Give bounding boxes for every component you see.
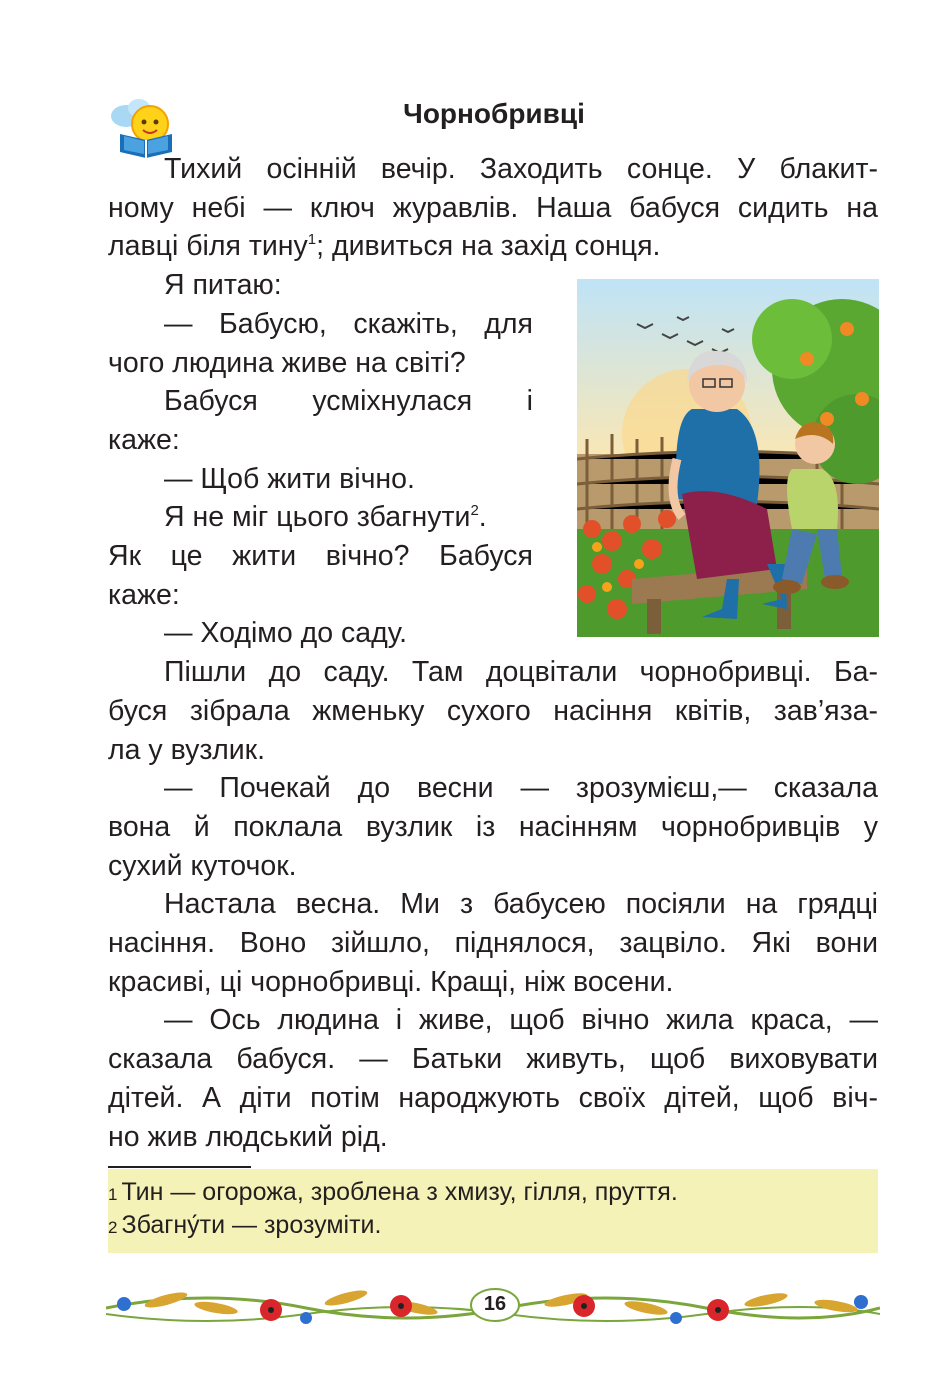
footnote-number: 1 — [108, 1185, 118, 1204]
text-line — [108, 498, 533, 536]
text-line-content: . — [478, 501, 487, 534]
text-line-content: Настала весна. Ми з бабусею посіяли на грядці — [164, 888, 878, 921]
footnote-marker: 1 — [307, 231, 317, 249]
text-line — [108, 692, 878, 730]
text-line — [108, 1118, 878, 1156]
footnote-marker: 2 — [470, 502, 479, 520]
text-line — [108, 769, 878, 807]
text-line — [108, 537, 533, 575]
grandmother-and-boy-illustration — [577, 279, 879, 637]
text-line-content: Я не міг цього збагнути — [164, 501, 471, 534]
text-line — [108, 305, 533, 343]
footnote-2 — [108, 1209, 381, 1244]
text-line — [108, 189, 878, 227]
story-title: Чорнобривці — [403, 98, 585, 129]
text-line — [108, 150, 878, 188]
footnote-text: Збагну́ти — зрозуміти. — [121, 1211, 382, 1239]
text-line-content: — Ходімо до саду. — [164, 617, 408, 650]
text-line-content: сухий куточок. — [108, 849, 297, 882]
text-line-content: буся зібрала жменьку сухого насіння квітів, зав’яза- — [108, 694, 878, 727]
text-line-content: но жив людський рід. — [108, 1120, 388, 1153]
page-number: 16 — [483, 1293, 507, 1315]
text-line-content: лавці біля тину — [108, 230, 308, 263]
footnote-divider — [108, 1166, 251, 1168]
text-line-content: Як це жити вічно? Бабуся — [108, 540, 533, 572]
text-line-content: каже: — [108, 423, 180, 456]
text-line-content: ; дивиться на захід сонця. — [316, 230, 661, 263]
text-line-content: ному небі — ключ журавлів. Наша бабуся сидить на — [108, 191, 878, 224]
text-line-content: — Бабусю, скажіть, для — [164, 307, 533, 340]
text-line — [108, 344, 533, 382]
text-line — [108, 847, 878, 885]
text-line — [108, 924, 878, 962]
text-line-content: красиві, ці чорнобривці. Кращі, ніж восени. — [108, 965, 674, 998]
text-line-content: — Почекай до весни — зрозумієш,— сказала — [164, 772, 878, 805]
text-line — [108, 382, 533, 420]
text-line-content: Бабуся усміхнулася і — [164, 385, 533, 418]
text-line — [108, 460, 533, 498]
text-line-content: дітей. А діти потім народжують своїх дітей, щоб віч- — [108, 1081, 878, 1114]
text-line — [108, 1040, 878, 1078]
footnote-text: Тин — огорожа, зроблена з хмизу, гілля, пруття. — [121, 1178, 678, 1206]
text-line-content: чого людина живе на світі? — [108, 346, 466, 379]
footnote-1 — [108, 1176, 678, 1211]
text-line — [108, 963, 878, 1001]
text-line-content: сказала бабуся. — Батьки живуть, щоб виховувати — [108, 1043, 878, 1076]
text-line-content: насіння. Воно зійшло, піднялося, зацвіло. Які вони — [108, 927, 878, 959]
text-line — [108, 885, 878, 923]
text-line-content: ла у вузлик. — [108, 733, 266, 766]
text-line — [108, 653, 878, 691]
text-line-content: Пішли до саду. Там доцвітали чорнобривці. Ба- — [164, 656, 878, 689]
text-line — [108, 808, 878, 846]
text-line-content: Тихий осінній вечір. Заходить сонце. У блакит- — [164, 153, 878, 185]
text-line — [108, 421, 533, 459]
text-line — [108, 227, 878, 265]
text-line-content: вона й поклала вузлик із насінням чорнобривців у — [108, 810, 878, 843]
text-line-content: — Ось людина і живе, щоб вічно жила краса, — — [164, 1004, 878, 1037]
text-line-content: — Щоб жити вічно. — [164, 462, 415, 495]
text-line — [108, 1001, 878, 1039]
text-line — [108, 731, 878, 769]
footnote-number: 2 — [108, 1218, 118, 1237]
text-line-content: Я питаю: — [164, 269, 282, 302]
text-line — [108, 576, 533, 614]
text-line — [108, 614, 533, 652]
text-line-content: каже: — [108, 578, 180, 611]
text-line — [108, 1079, 878, 1117]
